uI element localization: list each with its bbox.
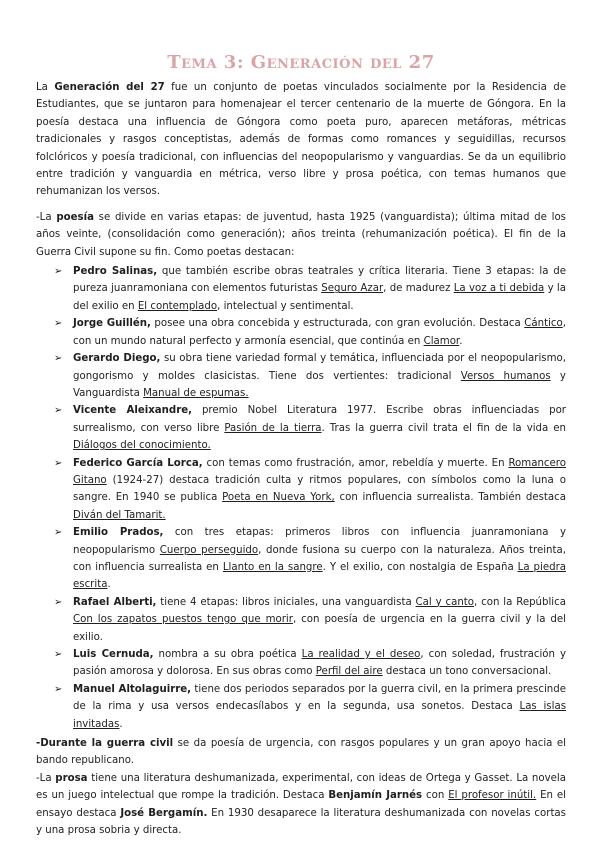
arrow-bullet-icon: ➢ [54,353,63,365]
text: . [107,579,111,591]
poesia-paragraph [36,209,566,261]
text: que también escribe obras teatrales y crítica literaria. Tiene 3 etapas: la de pureza juanramoniana con elementos futuristas [73,266,567,295]
arrow-bullet-icon: ➢ [54,527,63,539]
author-name: Rafael Alberti, [73,596,157,608]
text: . Y el exilio, con nostalgia de España [322,561,518,573]
list-item-prados [36,524,566,594]
work-title: La realidad y el deseo [301,649,421,660]
text: , con la República [474,596,566,608]
text: , donde fusiona su cuerpo con la naturaleza. Años treinta, con influencia surrealista en [73,544,566,573]
text: (1924-27) destaca tradición culta y ritmos populares, con símbolos como la luna o sangre. En 1940 se publica [73,474,566,504]
text: . Tras la guerra civil trata el fin de la vida en [321,422,566,434]
work-title: Con los zapatos puestos tengo que morir [73,614,293,626]
text: . [459,335,463,347]
bold-term: poesía [56,211,94,223]
work-title: Diván del Tamarit. [73,509,166,521]
arrow-bullet-icon: ➢ [54,457,63,469]
page-title: Tema 3: Generación del 27 [167,52,435,73]
author-name: Pedro Salinas, [73,266,158,278]
list-item-salinas [36,263,566,315]
author-name: Federico García Lorca, [73,457,203,469]
text: tiene dos periodos separados por la guerra civil, en la primera prescinde de la rima y usa versos endecasílabos y en la segunda, usa sonetos. Destaca [73,683,566,713]
text: con tres etapas: primeros libros con influencia juanramoniana y neopopularismo [73,527,567,556]
work-title: La voz a ti debida [453,283,545,295]
text: , intelectual y sentimental. [217,300,354,312]
text: tiene 4 etapas: libros iniciales, una vanguardista [156,596,416,608]
text: y Vanguardista [73,370,566,399]
text: con temas como frustración, amor, rebeldía y muerte. En [202,457,509,469]
bold-term: prosa [55,772,88,784]
guerra-paragraph [36,735,566,770]
work-title: Cuerpo perseguido [159,544,259,556]
author-name: Jorge Guillén, [73,318,151,330]
work-title: Poeta en Nueva York, [222,492,335,504]
bold-term: Generación del 27 [54,82,165,93]
work-title: El contemplado [137,300,218,312]
work-title: Perfil del aire [315,666,383,678]
text: se divide en varias etapas: de juventud, hasta 1925 (vanguardista); última mitad de los años veinte, (consolidación como generación); años treinta (rehumanización poética). El fin de la Guerra Civil supone su fin. Como poetas destacan: [36,211,566,258]
text: , de madurez [383,283,454,295]
text: La [36,82,55,93]
prosa-paragraph [36,770,566,840]
text: , con soledad, frustración y pasión amorosa y dolorosa. En sus obras como [73,649,566,678]
list-item-aleixandre [36,402,566,454]
text: fue un conjunto de poetas vinculados socialmente por la Residencia de Estudiantes, que se juntaron para homenajear el tercer centenario de la muerte de Góngora. En la poesía destaca una influencia de Góngora como poeta puro, aparecen metáforas, métricas tradicionales y rasgos conceptistas, además de formas como romances y seguidillas, recursos folclóricos y poesía tradicional, con influencias del neopopularismo y vanguardias. Se da un equilibrio entre tradición y vanguardia en métrica, verso libre y prosa poética, con temas humanos que rehumanizan los versos. [36,82,566,198]
work-title: El profesor inútil. [448,790,537,802]
list-item-cernuda [36,646,566,681]
work-title: Diálogos del conocimiento. [73,440,211,452]
work-title: La piedra escrita [73,561,567,591]
author-name: Vicente Aleixandre, [73,405,193,417]
bold-term: José Bergamín. [120,807,208,819]
text: , con un mundo natural perfecto y armonía esencial, que continúa en [73,318,566,347]
work-title: Versos humanos [460,370,551,382]
text: , con poesía de urgencia en la guerra civil y la del exilio. [73,614,566,643]
bold-term: -Durante la guerra civil [36,738,174,750]
text: y la del exilio en [73,283,566,312]
work-title: Cántico [524,318,563,330]
text: tiene una literatura deshumanizada, experimental, con ideas de Ortega y Gasset. La novela es un juego intelectual que rompe la tradición. Destaca [36,772,566,802]
list-item-altolaguirre [36,681,566,733]
work-title: Las islas invitadas [73,701,567,730]
arrow-bullet-icon: ➢ [54,683,63,695]
work-title: Cal y canto [415,596,475,608]
author-name: Manuel Altolaguirre, [73,683,192,695]
text: En 1930 desaparece la literatura deshumanizada con novelas cortas y una prosa sobria y directa. [36,807,566,837]
text: se da poesía de urgencia, con rasgos populares y un gran apoyo hacia el bando republicano. [36,738,566,767]
author-name: Emilio Prados, [73,527,164,539]
arrow-bullet-icon: ➢ [54,318,63,330]
text: su obra tiene variedad formal y temática, influenciada por el neopopularismo, gongorismo y moldes clasicistas. Tiene dos vertientes: tradicional [73,353,566,382]
work-title: Manual de espumas. [143,387,249,399]
text: . [119,718,123,730]
work-title: Romancero Gitano [73,457,566,486]
arrow-bullet-icon: ➢ [54,596,63,608]
work-title: Llanto en la sangre [222,561,323,573]
bold-term: Benjamín Jarnés [328,790,423,802]
list-item-alberti [36,594,566,646]
text: nombra a su obra poética [153,649,302,660]
work-title: Seguro Azar [321,283,384,295]
author-name: Gerardo Diego, [73,353,161,365]
work-title: Pasión de la tierra [224,422,322,434]
intro-paragraph [36,79,566,201]
text: con [422,790,449,802]
poets-list [36,263,566,733]
work-title: Clamor [423,335,460,347]
text: con influencia surrealista. También destaca [334,492,566,504]
text: destaca un tono conversacional. [382,666,552,678]
arrow-bullet-icon: ➢ [54,266,63,278]
text: En el ensayo destaca [36,790,566,819]
list-item-diego [36,350,566,402]
arrow-bullet-icon: ➢ [54,649,63,660]
arrow-bullet-icon: ➢ [54,405,63,417]
text: -La [36,211,57,223]
list-item-guillen [36,315,566,350]
text: -La [36,772,56,784]
author-name: Luis Cernuda, [73,649,154,660]
list-item-lorca [36,455,566,525]
text: posee una obra concebida y estructurada, con gran evolución. Destaca [150,318,525,330]
text: premio Nobel Literatura 1977. Escribe obras influenciadas por surrealismo, con verso libre [73,405,566,434]
